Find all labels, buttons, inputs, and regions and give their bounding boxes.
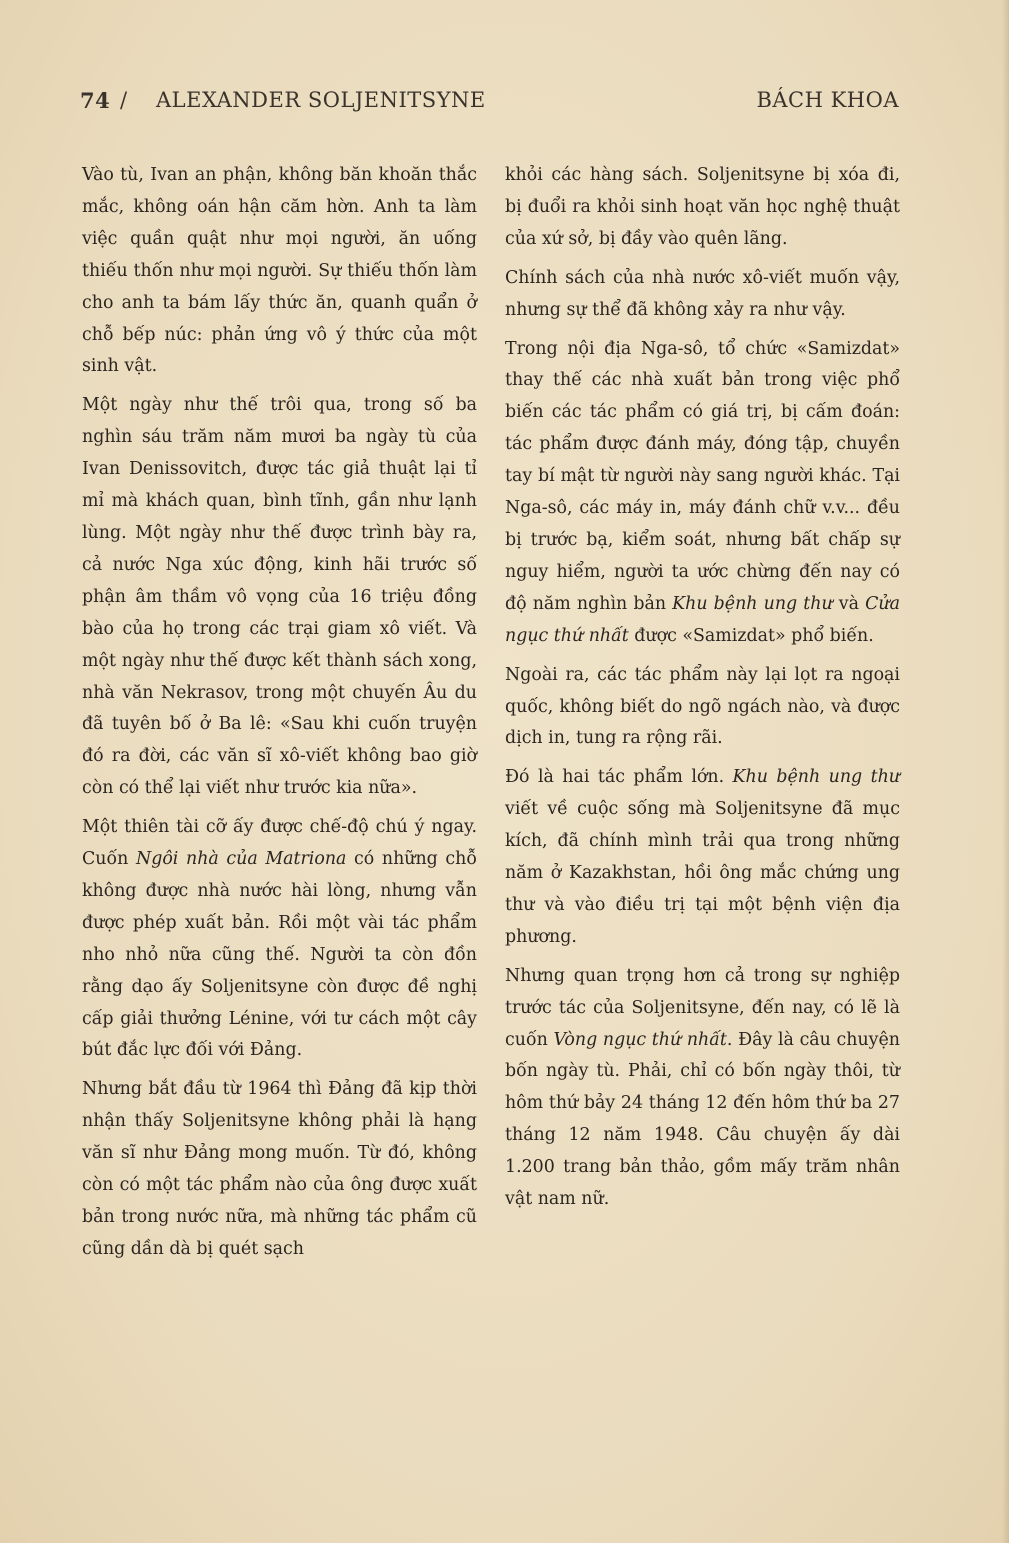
left-column (82, 160, 477, 1266)
paragraph: Ngoài ra, các tác phẩm này lại lọt ra ngoại quốc, không biết do ngõ ngách nào, và được dịch in, tung ra rộng rãi. (505, 664, 900, 749)
text-run: . Đây là câu chuyện bốn ngày tù. Phải, chỉ có bốn ngày thôi, từ hôm thứ bảy 24 tháng 12 đến hôm thứ ba 27 tháng 12 năm 1948. Câu chuyện ấy dài 1.200 trang bản thảo, gồm mấy trăm nhân vật nam nữ. (505, 1029, 900, 1210)
paragraph: Chính sách của nhà nước xô-viết muốn vậy, nhưng sự thể đã không xảy ra như vậy. (505, 267, 900, 320)
paragraph (82, 812, 477, 1067)
paragraph: Vào tù, Ivan an phận, không băn khoăn thắc mắc, không oán hận căm hờn. Anh ta làm việc quần quật như mọi người, ăn uống thiếu thốn như mọi người. Sự thiếu thốn làm cho anh ta bám lấy thức ăn, quanh quẩn ở chỗ bếp núc: phản ứng vô ý thức của một sinh vật. (82, 165, 477, 377)
text-run: Trong nội địa Nga-sô, tổ chức «Samizdat» thay thế các nhà xuất bản trong việc phổ biến các tác phẩm có giá trị, bị cấm đoán: tác phẩm được đánh máy, đóng tập, chuyền tay bí mật từ người này sang người khác. Tại Nga-sô, các máy in, máy đánh chữ v.v... đều bị trước bạ, kiểm soát, nhưng bất chấp sự nguy hiểm, người ta ước chừng đến nay có độ năm nghìn bản (505, 338, 900, 614)
text-run: và (832, 593, 866, 614)
right-column (505, 160, 900, 1216)
page-number: 74 (80, 88, 111, 113)
book-title: Khu bệnh ung thư (672, 593, 833, 614)
paragraph: khỏi các hàng sách. Soljenitsyne bị xóa đi, bị đuổi ra khỏi sinh hoạt văn học nghệ thuật của xứ sở, bị đầy vào quên lãng. (505, 165, 900, 249)
paragraph (505, 961, 900, 1216)
text-run: được «Samizdat» phổ biến. (628, 625, 874, 646)
text-run: Một thiên tài cỡ ấy được chế-độ chú ý ngay. Cuốn (82, 817, 477, 870)
text-run: viết về cuộc sống mà Soljenitsyne đã mục kích, đã chính mình trải qua trong những năm ở Kazakhstan, hồi ông mắc chứng ung thư và vào điều trị tại một bệnh viện địa phương. (505, 799, 900, 947)
book-title: Vòng ngục thứ nhất (553, 1029, 727, 1050)
text-run: Nhưng quan trọng hơn cả trong sự nghiệp trước tác của Soljenitsyne, đến nay, có lẽ là cuốn (505, 965, 900, 1050)
paragraph (505, 334, 900, 653)
text-run: có những chỗ không được nhà nước hài lòng, nhưng vẫn được phép xuất bản. Rồi một vài tác phẩm nho nhỏ nữa cũng thế. Người ta còn đồn rằng dạo ấy Soljenitsyne còn được đề nghị cấp giải thưởng Lénine, với tư cách một cây bút đắc lực đối với Đảng. (82, 849, 478, 1061)
header-separator: / (120, 88, 128, 112)
paragraph (505, 762, 900, 953)
header-author: ALEXANDER SOLJENITSYNE (156, 88, 486, 112)
paragraph: Một ngày như thế trôi qua, trong số ba nghìn sáu trăm năm mươi ba ngày tù của Ivan Denissovitch, được tác giả thuật lại tỉ mỉ mà khách quan, bình tĩnh, gần như lạnh lùng. Một ngày như thế được trình bày ra, cả nước Nga xúc động, kinh hãi trước số phận âm thầm vô vọng của 16 triệu đồng bào của họ trong các trại giam xô viết. Và một ngày như thế được kết thành sách xong, nhà văn Nekrasov, trong một chuyến Âu du đã tuyên bố ở Ba lê: «Sau khi cuốn truyện đó ra đời, các văn sĩ xô-viết không bao giờ còn có thể lại viết như trước kia nữa». (82, 395, 477, 799)
book-title: Khu bệnh ung thư (732, 767, 900, 788)
page-edge-shadow (1002, 0, 1009, 1543)
book-title: Ngôi nhà của Matriona (135, 849, 347, 870)
book-title: Cửa ngục thứ nhất (505, 593, 900, 646)
header-magazine-title: BÁCH KHOA (756, 88, 899, 112)
text-run: Đó là hai tác phẩm lớn. (505, 767, 733, 788)
paragraph: Nhưng bắt đầu từ 1964 thì Đảng đã kịp thời nhận thấy Soljenitsyne không phải là hạng văn sĩ như Đảng mong muốn. Từ đó, không còn có một tác phẩm nào của ông được xuất bản trong nước nữa, mà những tác phẩm cũ cũng dần dà bị quét sạch (82, 1079, 477, 1259)
